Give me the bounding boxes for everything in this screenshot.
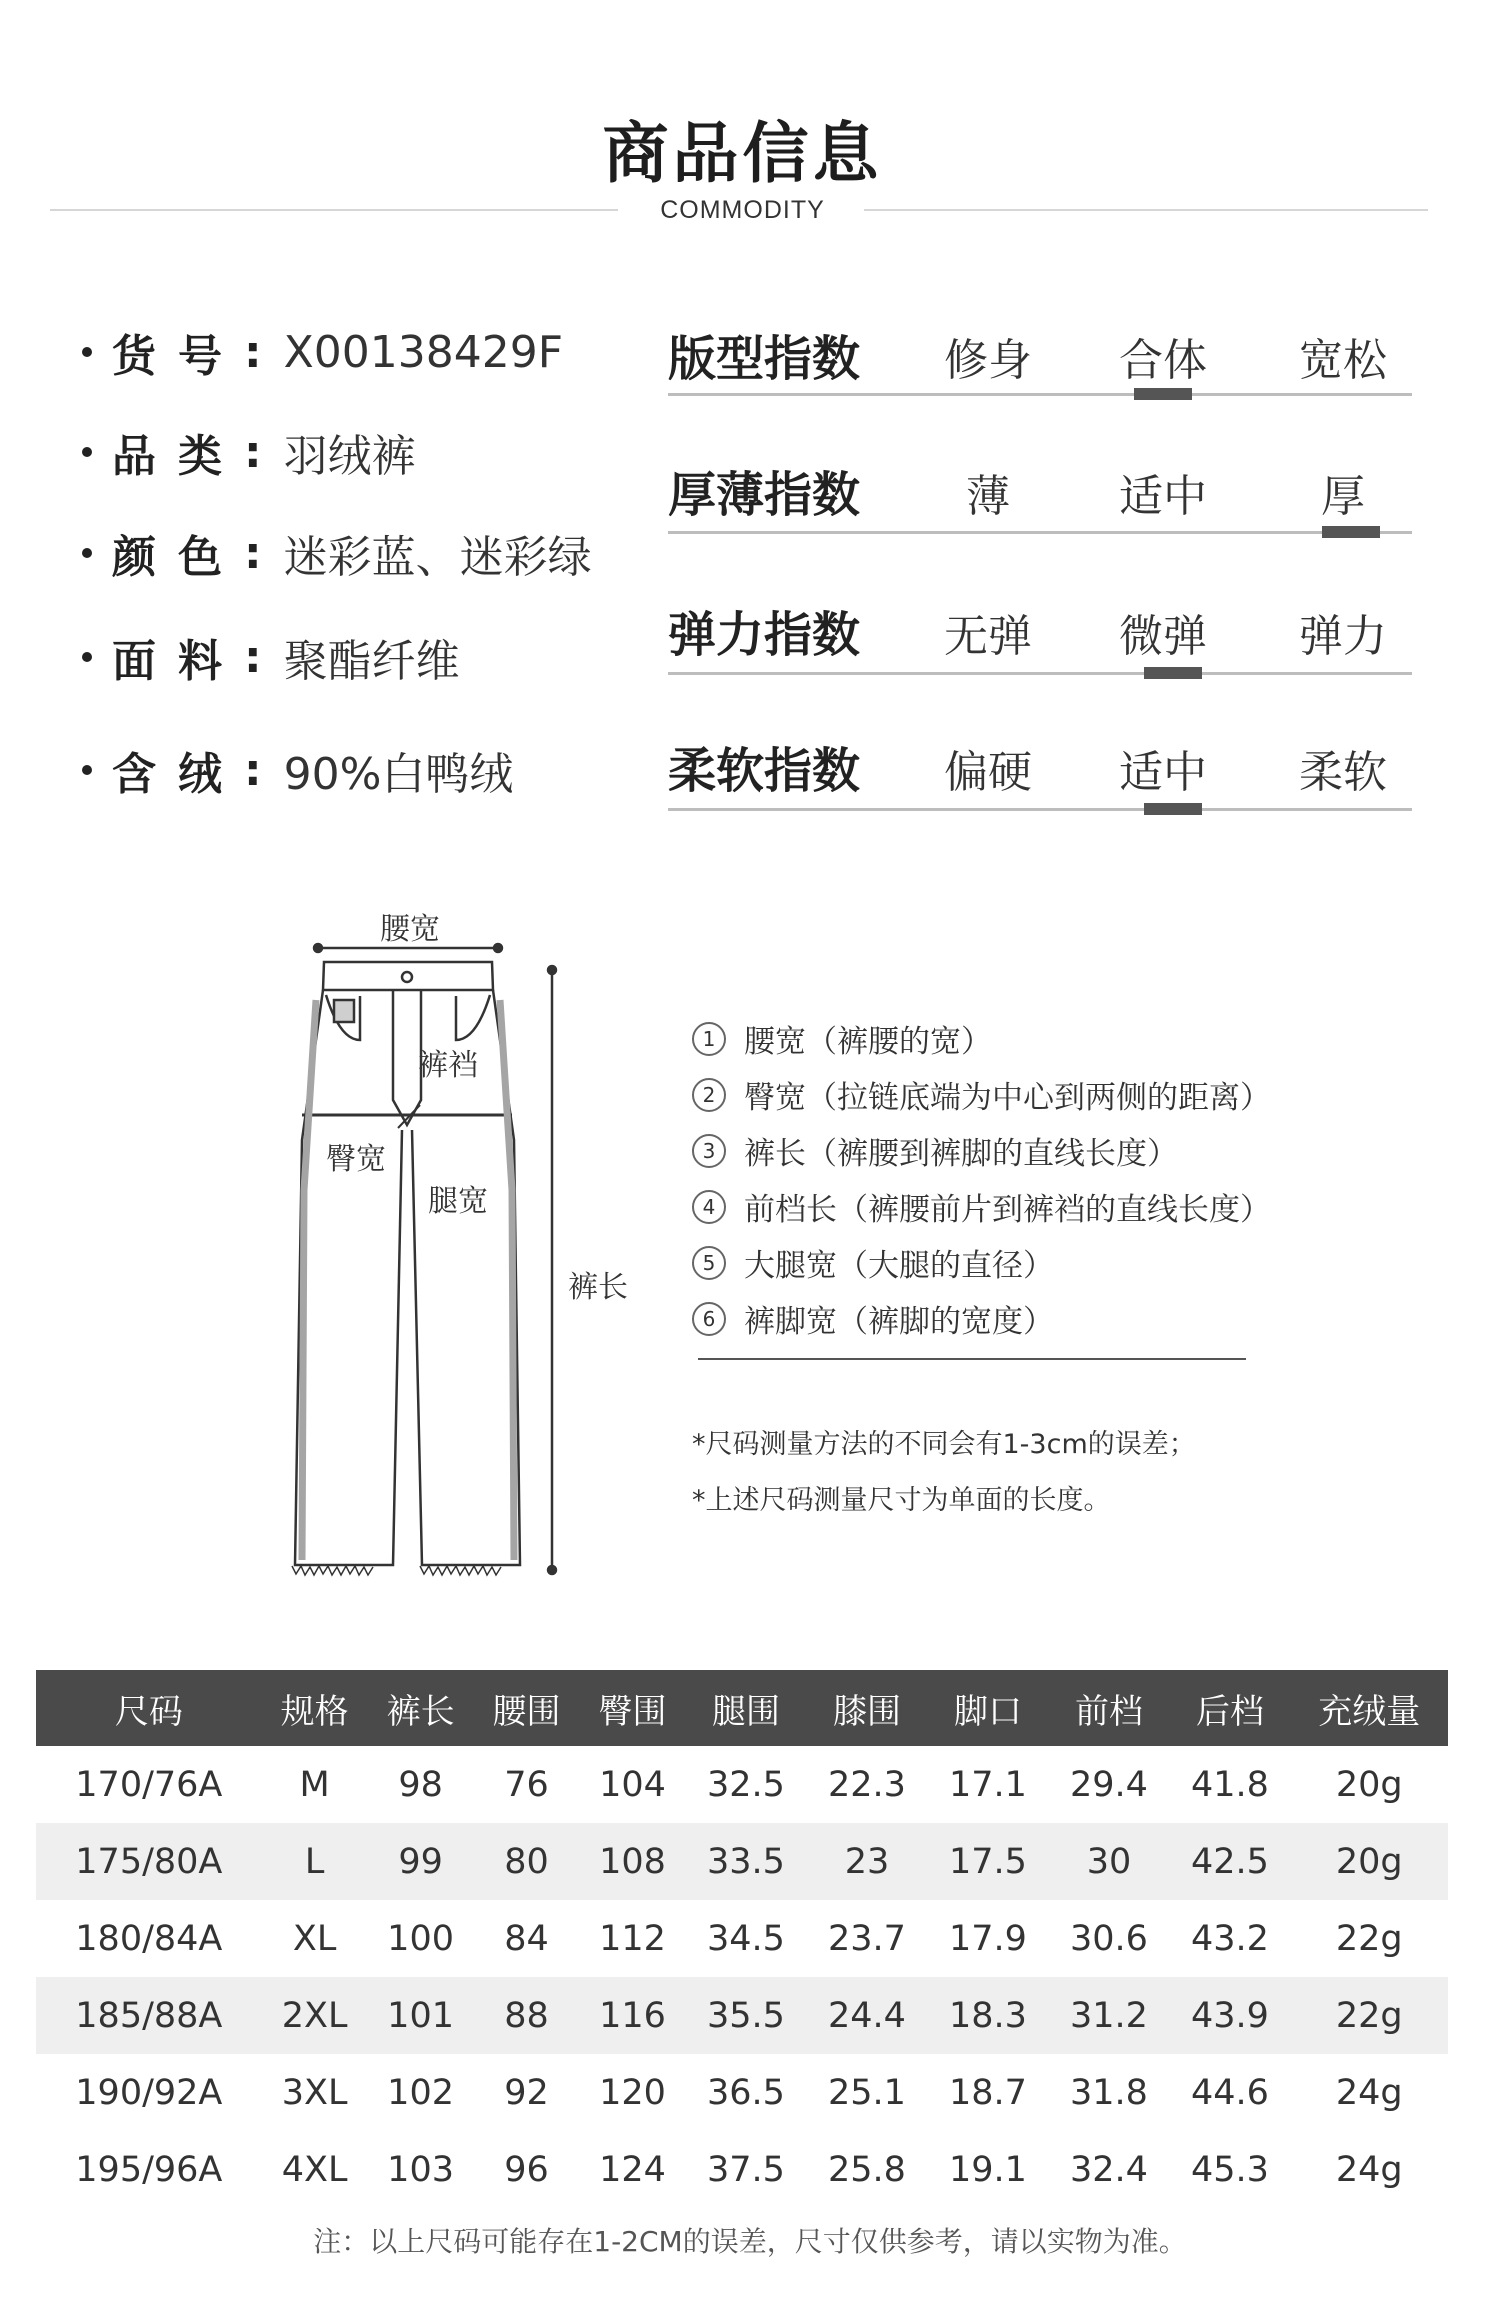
table-header-row xyxy=(36,1670,1448,1746)
table-cell: 25.1 xyxy=(828,2072,906,2113)
table-cell: 98 xyxy=(398,1764,443,1805)
info-item-sku xyxy=(82,322,563,382)
index-row-softness xyxy=(668,732,1412,832)
table-cell: 17.1 xyxy=(949,1764,1027,1805)
index-scale-line xyxy=(668,808,1412,811)
table-cell: 31.2 xyxy=(1048,1977,1169,2054)
table-cell: 35.5 xyxy=(685,1977,806,2054)
table-cell: L xyxy=(262,1823,368,1900)
table-cell: 3XL xyxy=(281,2072,348,2113)
page-title: 商品信息 xyxy=(602,115,883,192)
info-value: 迷彩蓝、迷彩绿 xyxy=(283,532,592,583)
table-cell: 37.5 xyxy=(707,2149,785,2190)
note-item xyxy=(692,1128,1178,1173)
table-cell: 30.6 xyxy=(1070,1918,1148,1959)
table-cell: 32.5 xyxy=(707,1764,785,1805)
index-row-thickness xyxy=(668,456,1412,556)
table-cell: 24g xyxy=(1335,2149,1403,2190)
index-option: 偏硬 xyxy=(944,747,1032,798)
column-header: 腰围 xyxy=(474,1670,580,1746)
info-item-category xyxy=(82,422,416,482)
table-cell: 101 xyxy=(368,1977,474,2054)
index-option: 宽松 xyxy=(1299,335,1387,386)
note-item xyxy=(692,1016,992,1061)
info-item-color xyxy=(82,523,592,583)
table-cell: 185/88A xyxy=(36,1977,262,2054)
table-cell: 24.4 xyxy=(806,1977,927,2054)
table-cell: 120 xyxy=(599,2072,666,2113)
note-text: 前档长（裤腰前片到裤裆的直线长度） xyxy=(744,1192,1271,1228)
table-cell: 103 xyxy=(387,2149,454,2190)
table-cell: 43.2 xyxy=(1191,1918,1269,1959)
info-label: 颜色 xyxy=(112,532,244,583)
index-option: 无弹 xyxy=(944,611,1032,662)
bullet-icon xyxy=(82,447,92,457)
column-header: 充绒量 xyxy=(1290,1670,1448,1746)
table-cell: 17.9 xyxy=(949,1918,1027,1959)
table-row xyxy=(36,1746,1448,1823)
number-badge: 2 xyxy=(692,1078,726,1112)
note-text: 裤长（裤腰到裤脚的直线长度） xyxy=(744,1136,1178,1172)
index-title: 版型指数 xyxy=(668,331,861,387)
table-cell: 88 xyxy=(474,1977,580,2054)
column-header: 裤长 xyxy=(368,1670,474,1746)
index-scale-line xyxy=(668,672,1412,675)
index-title: 厚薄指数 xyxy=(668,467,861,523)
table-cell: 42.5 xyxy=(1169,1823,1290,1900)
footnote: 注：以上尺码可能存在1-2CM的误差，尺寸仅供参考，请以实物为准。 xyxy=(313,2225,1187,2258)
table-cell: 4XL xyxy=(281,2149,348,2190)
table-cell: 92 xyxy=(504,2072,549,2113)
remark-text: *尺码测量方法的不同会有1-3cm的误差； xyxy=(692,1429,1196,1460)
bullet-icon xyxy=(82,652,92,662)
note-text: 大腿宽（大腿的直径） xyxy=(744,1248,1054,1284)
table-cell: 84 xyxy=(504,1918,549,1959)
table-cell: 175/80A xyxy=(36,1823,262,1900)
table-cell: 2XL xyxy=(262,1977,368,2054)
size-table xyxy=(36,1670,1448,2208)
table-cell: 20g xyxy=(1290,1823,1448,1900)
table-cell: 43.9 xyxy=(1169,1977,1290,2054)
table-cell: 31.8 xyxy=(1070,2072,1148,2113)
info-value: 聚酯纤维 xyxy=(283,636,460,687)
note-item xyxy=(692,1184,1271,1229)
number-badge: 3 xyxy=(692,1134,726,1168)
table-cell: 80 xyxy=(474,1823,580,1900)
column-header: 后档 xyxy=(1169,1670,1290,1746)
index-option: 适中 xyxy=(1119,747,1207,798)
number-badge: 6 xyxy=(692,1302,726,1336)
pants-diagram-icon xyxy=(280,890,600,1610)
index-marker xyxy=(1144,803,1202,815)
table-cell: 100 xyxy=(387,1918,454,1959)
column-header: 脚口 xyxy=(927,1670,1048,1746)
table-cell: 116 xyxy=(580,1977,686,2054)
table-row xyxy=(36,1900,1448,1977)
index-marker xyxy=(1144,667,1202,679)
table-cell: 29.4 xyxy=(1070,1764,1148,1805)
index-option: 薄 xyxy=(966,471,1010,522)
index-title: 弹力指数 xyxy=(668,607,861,663)
table-cell: 22g xyxy=(1290,1977,1448,2054)
table-cell: 102 xyxy=(387,2072,454,2113)
header-divider-right xyxy=(864,209,1428,211)
note-text: 臀宽（拉链底端为中心到两侧的距离） xyxy=(744,1080,1271,1116)
column-header: 腿围 xyxy=(685,1670,806,1746)
info-value: 羽绒裤 xyxy=(283,431,416,482)
table-cell: 36.5 xyxy=(707,2072,785,2113)
table-cell: 76 xyxy=(504,1764,549,1805)
table-cell: 34.5 xyxy=(707,1918,785,1959)
label-thigh: 腿宽 xyxy=(428,1184,488,1219)
table-cell: 33.5 xyxy=(685,1823,806,1900)
table-cell: 19.1 xyxy=(949,2149,1027,2190)
table-cell: M xyxy=(299,1764,330,1805)
table-cell: 45.3 xyxy=(1191,2149,1269,2190)
colon: : xyxy=(244,326,262,378)
colon: : xyxy=(244,426,262,478)
column-header: 前档 xyxy=(1048,1670,1169,1746)
table-cell: 24g xyxy=(1335,2072,1403,2113)
column-header: 尺码 xyxy=(36,1670,262,1746)
note-item xyxy=(692,1072,1271,1117)
info-label: 品类 xyxy=(112,431,244,482)
info-value: 90%白鸭绒 xyxy=(283,749,514,800)
table-cell: 23 xyxy=(806,1823,927,1900)
info-label: 含绒 xyxy=(112,749,244,800)
index-scale-line xyxy=(668,393,1412,396)
remark-text: *上述尺码测量尺寸为单面的长度。 xyxy=(692,1485,1111,1516)
column-header: 规格 xyxy=(262,1670,368,1746)
index-marker xyxy=(1134,388,1192,400)
info-value: X00138429F xyxy=(283,326,564,378)
index-marker xyxy=(1322,526,1380,538)
info-label: 货号 xyxy=(112,331,244,382)
index-option: 修身 xyxy=(944,335,1032,386)
table-cell: 44.6 xyxy=(1191,2072,1269,2113)
colon: : xyxy=(244,527,262,579)
table-row xyxy=(36,2131,1448,2208)
table-cell: 30 xyxy=(1048,1823,1169,1900)
bullet-icon xyxy=(82,347,92,357)
table-cell: 180/84A xyxy=(75,1918,223,1959)
table-cell: 18.3 xyxy=(927,1977,1048,2054)
column-header: 臀围 xyxy=(580,1670,686,1746)
table-cell: 17.5 xyxy=(927,1823,1048,1900)
table-cell: 190/92A xyxy=(75,2072,223,2113)
column-header: 膝围 xyxy=(806,1670,927,1746)
number-badge: 4 xyxy=(692,1190,726,1224)
table-cell: 18.7 xyxy=(949,2072,1027,2113)
info-item-fabric xyxy=(82,627,460,687)
table-row xyxy=(36,1823,1448,1900)
bullet-icon xyxy=(82,765,92,775)
table-cell: 96 xyxy=(504,2149,549,2190)
info-label: 面料 xyxy=(112,636,244,687)
table-cell: 104 xyxy=(599,1764,666,1805)
table-cell: 195/96A xyxy=(75,2149,223,2190)
index-option: 厚 xyxy=(1321,471,1365,522)
table-cell: 99 xyxy=(368,1823,474,1900)
colon: : xyxy=(244,744,262,796)
bullet-icon xyxy=(82,548,92,558)
table-cell: 41.8 xyxy=(1191,1764,1269,1805)
label-length: 裤长 xyxy=(568,1270,628,1305)
table-cell: 23.7 xyxy=(828,1918,906,1959)
table-cell: 112 xyxy=(599,1918,666,1959)
info-item-down xyxy=(82,740,513,800)
colon: : xyxy=(244,631,262,683)
index-row-fit xyxy=(668,320,1412,420)
index-scale-line xyxy=(668,531,1412,534)
note-text: 裤脚宽（裤脚的宽度） xyxy=(744,1304,1054,1340)
table-cell: 124 xyxy=(599,2149,666,2190)
number-badge: 5 xyxy=(692,1246,726,1280)
table-cell: XL xyxy=(292,1918,337,1959)
table-cell: 22.3 xyxy=(828,1764,906,1805)
table-row xyxy=(36,1977,1448,2054)
note-item xyxy=(692,1240,1054,1285)
index-option: 弹力 xyxy=(1299,611,1387,662)
label-rise: 裤裆 xyxy=(418,1048,478,1083)
index-row-elasticity xyxy=(668,596,1412,696)
table-cell: 108 xyxy=(580,1823,686,1900)
note-text: 腰宽（裤腰的宽） xyxy=(744,1024,992,1060)
label-waist: 腰宽 xyxy=(380,912,440,947)
page-subtitle: COMMODITY xyxy=(660,196,825,224)
table-cell: 20g xyxy=(1335,1764,1403,1805)
index-option: 微弹 xyxy=(1119,611,1207,662)
table-cell: 170/76A xyxy=(75,1764,223,1805)
label-hip: 臀宽 xyxy=(326,1142,386,1177)
table-row xyxy=(36,2054,1448,2131)
number-badge: 1 xyxy=(692,1022,726,1056)
index-title: 柔软指数 xyxy=(668,743,861,799)
table-cell: 32.4 xyxy=(1070,2149,1148,2190)
index-option: 适中 xyxy=(1119,471,1207,522)
index-option: 合体 xyxy=(1119,335,1207,386)
index-option: 柔软 xyxy=(1299,747,1387,798)
table-cell: 25.8 xyxy=(828,2149,906,2190)
table-cell: 22g xyxy=(1335,1918,1403,1959)
note-item xyxy=(692,1296,1054,1341)
notes-divider xyxy=(698,1358,1246,1360)
